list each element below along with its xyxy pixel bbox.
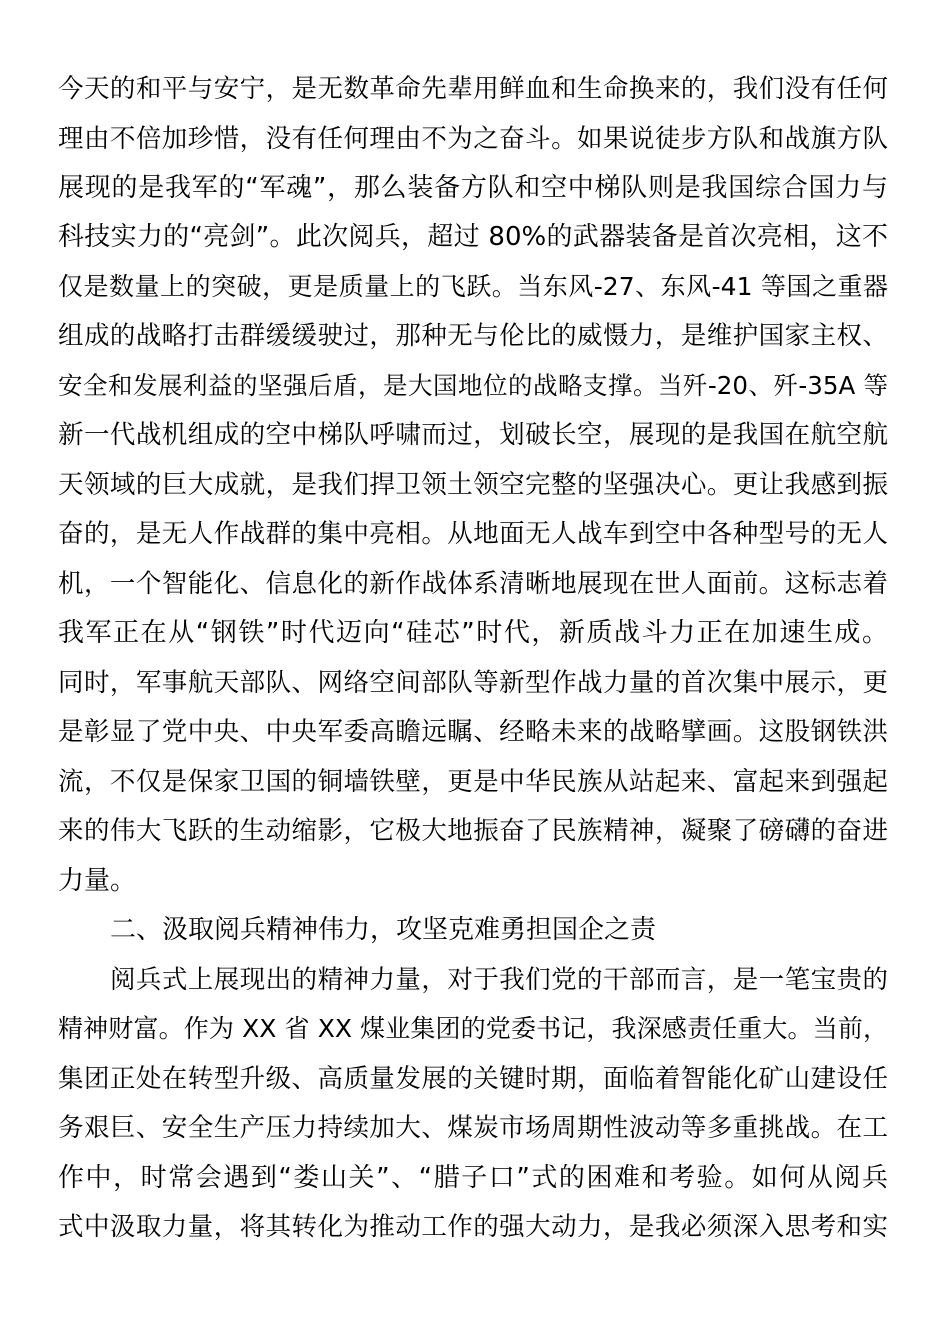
text-line: 流，不仅是保家卫国的铜墙铁壁，更是中华民族从站起来、富起来到强起: [58, 767, 888, 797]
text-line: 天领域的巨大成就，是我们捍卫领土领空完整的坚强决心。更让我感到振: [58, 470, 888, 500]
text-line: 今天的和平与安宁，是无数革命先辈用鲜血和生命换来的，我们没有任何: [58, 74, 888, 104]
text-line: 阅兵式上展现出的精神力量，对于我们党的干部而言，是一笔宝贵的: [110, 965, 888, 995]
text-line: 安全和发展利益的坚强后盾，是大国地位的战略支撑。当歼-20、歼-35A 等: [58, 371, 888, 400]
text-line: 科技实力的“亮剑”。此次阅兵，超过 80%的武器装备是首次亮相，这不: [58, 222, 888, 252]
text-line: 机，一个智能化、信息化的新作战体系清晰地展现在世人面前。这标志着: [58, 569, 888, 599]
text-line: 集团正处在转型升级、高质量发展的关键时期，面临着智能化矿山建设任: [58, 1064, 888, 1094]
text-line: 组成的战略打击群缓缓驶过，那种无与伦比的威慑力，是维护国家主权、: [58, 321, 888, 351]
text-line: 奋的，是无人作战群的集中亮相。从地面无人战车到空中各种型号的无人: [58, 519, 888, 549]
text-line: 作中，时常会遇到“娄山关”、“腊子口”式的困难和考验。如何从阅兵: [58, 1163, 888, 1193]
text-line: 力量。: [58, 866, 137, 896]
text-line: 理由不倍加珍惜，没有任何理由不为之奋斗。如果说徒步方队和战旗方队: [58, 124, 888, 154]
text-line: 务艰巨、安全生产压力持续加大、煤炭市场周期性波动等多重挑战。在工: [58, 1113, 888, 1143]
section-heading: 二、汲取阅兵精神伟力，攻坚克难勇担国企之责: [110, 915, 657, 945]
text-line: 新一代战机组成的空中梯队呼啸而过，划破长空，展现的是我国在航空航: [58, 420, 888, 450]
text-line: 是彰显了党中央、中央军委高瞻远瞩、经略未来的战略擘画。这股钢铁洪: [58, 717, 888, 747]
text-line: 展现的是我军的“军魂”，那么装备方队和空中梯队则是我国综合国力与: [58, 173, 888, 203]
text-line: 来的伟大飞跃的生动缩影，它极大地振奋了民族精神，凝聚了磅礴的奋进: [58, 816, 888, 846]
text-line: 仅是数量上的突破，更是质量上的飞跃。当东风-27、东风-41 等国之重器: [58, 272, 888, 301]
text-line: 精神财富。作为 XX 省 XX 煤业集团的党委书记，我深感责任重大。当前，: [58, 1014, 888, 1043]
text-line: 同时，军事航天部队、网络空间部队等新型作战力量的首次集中展示，更: [58, 668, 888, 698]
text-line: 我军正在从“钢铁”时代迈向“硅芯”时代，新质战斗力正在加速生成。: [58, 618, 888, 648]
text-line: 式中汲取力量，将其转化为推动工作的强大动力，是我必须深入思考和实: [58, 1212, 888, 1242]
